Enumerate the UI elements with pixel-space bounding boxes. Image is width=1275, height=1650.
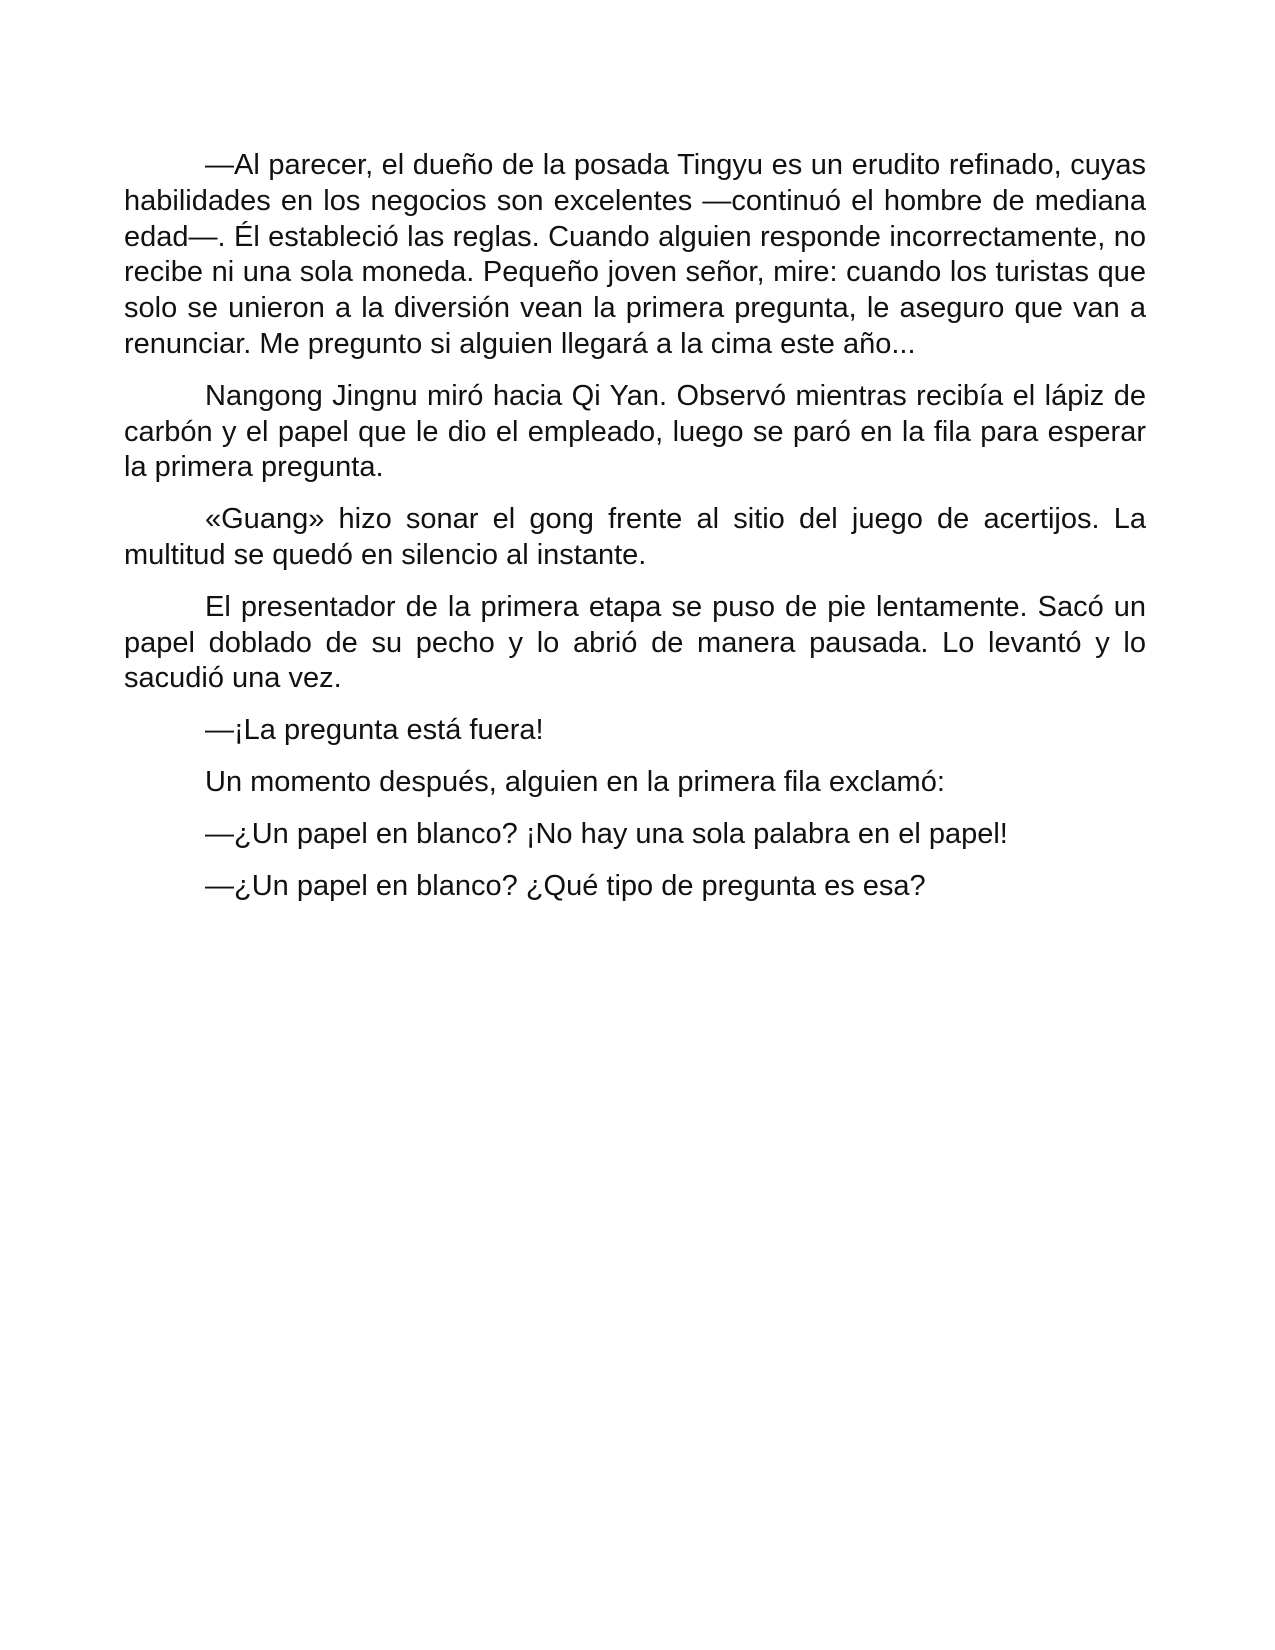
paragraph-1: —Al parecer, el dueño de la posada Tingyu es un erudito refinado, cuyas habilidades en los negocios son excelentes —continuó el hombre de mediana edad—. Él estableció las reglas. Cuando alguien responde incorrectamente, no recibe ni una sola moneda. Pequeño joven señor, mire: cuando los turistas que solo se unieron a la diversión vean la primera pregunta, le aseguro que van a renunciar. Me pregunto si alguien llegará a la cima este año... (124, 149, 1146, 360)
paragraph-7: —¿Un papel en blanco? ¡No hay una sola palabra en el papel! (205, 817, 1008, 850)
paragraph-3: «Guang» hizo sonar el gong frente al sitio del juego de acertijos. La multitud se quedó en silencio al instante. (124, 503, 1146, 571)
paragraph-8: —¿Un papel en blanco? ¿Qué tipo de pregunta es esa? (205, 869, 926, 902)
paragraph-2: Nangong Jingnu miró hacia Qi Yan. Observó mientras recibía el lápiz de carbón y el papel que le dio el empleado, luego se paró en la fila para esperar la primera pregunta. (124, 379, 1146, 484)
document-page (124, 148, 1146, 920)
paragraph-6: Un momento después, alguien en la primera fila exclamó: (205, 765, 945, 798)
paragraph-5: —¡La pregunta está fuera! (205, 714, 544, 747)
paragraph-4: El presentador de la primera etapa se puso de pie lentamente. Sacó un papel doblado de su pecho y lo abrió de manera pausada. Lo levantó y lo sacudió una vez. (124, 590, 1146, 695)
